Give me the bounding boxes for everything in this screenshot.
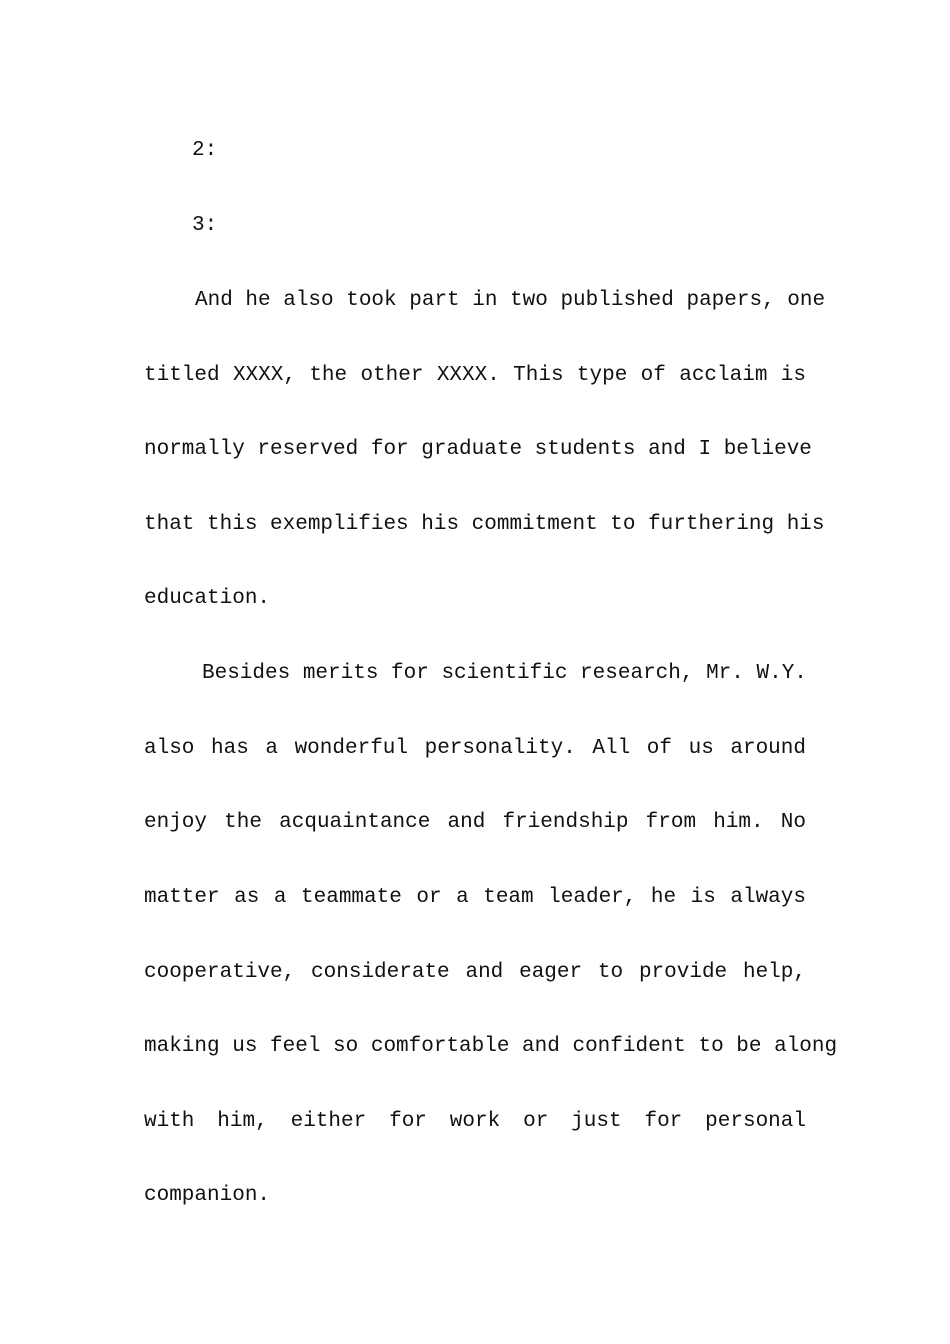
list-item-2: 2: [192,139,218,162]
paragraph-line: titled XXXX, the other XXXX. This type of acclaim is [144,364,806,387]
list-item-3: 3: [192,214,218,237]
paragraph-line: Besides merits for scientific research, Mr. W.Y. [202,662,807,685]
paragraph-line: matter as a teammate or a team leader, he is always [144,886,806,909]
paragraph-line: And he also took part in two published papers, one [195,289,826,312]
paragraph-line: enjoy the acquaintance and friendship from him. No [144,811,806,834]
paragraph-line: companion. [144,1184,271,1207]
paragraph-line: that this exemplifies his commitment to furthering his [144,513,825,536]
paragraph-line: also has a wonderful personality. All of us around [144,737,806,760]
paragraph-line: normally reserved for graduate students and I believe [144,438,812,461]
paragraph-line: education. [144,587,271,610]
paragraph-line: cooperative, considerate and eager to provide help, [144,961,806,984]
paragraph-line: making us feel so comfortable and confident to be along [144,1035,838,1058]
paragraph-line: with him, either for work or just for personal [144,1110,806,1133]
